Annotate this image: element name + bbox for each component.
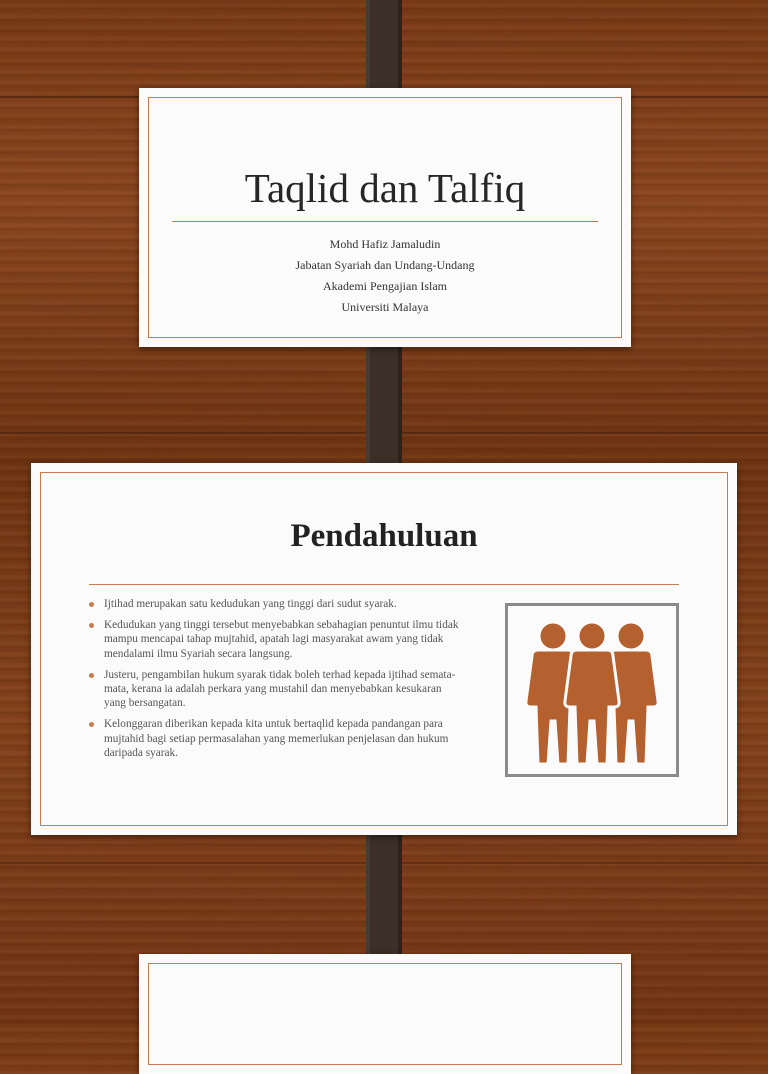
slide-border xyxy=(148,963,622,1065)
university-name: Universiti Malaya xyxy=(341,300,429,314)
slide-subtitle xyxy=(139,234,631,318)
group-of-people-icon xyxy=(508,606,676,774)
bullet-item: Justeru, pengambilan hukum syarak tidak boleh terhad kepada ijtihad semata-mata, kerana ia adalah perkara yang mustahil dan menyebabkan kesukaran yang bersangatan. xyxy=(89,668,459,711)
bullet-item: Kelonggaran diberikan kepada kita untuk bertaqlid kepada pandangan para mujtahid bagi setiap permasalahan yang memerlukan penjelasan dan hukum daripada syarak. xyxy=(89,717,459,760)
slide-title: Taqlid dan Talfiq xyxy=(244,165,526,211)
bullet-list xyxy=(89,597,459,767)
department-name: Jabatan Syariah dan Undang-Undang xyxy=(295,258,475,272)
slide-thumbnail-1[interactable] xyxy=(139,88,631,347)
academy-name: Akademi Pengajian Islam xyxy=(323,279,447,293)
author-name: Mohd Hafiz Jamaludin xyxy=(329,237,441,251)
slide-title: Pendahuluan xyxy=(290,518,478,554)
slide-strap xyxy=(366,330,402,480)
slide-thumbnail-3[interactable] xyxy=(139,954,631,1074)
slide-thumbnail-2[interactable] xyxy=(31,463,737,835)
bullet-item: Ijtihad merupakan satu kedudukan yang tinggi dari sudut syarak. xyxy=(89,597,459,611)
slide-strap xyxy=(366,818,402,968)
title-divider xyxy=(172,221,598,222)
icon-frame xyxy=(505,603,679,777)
bullet-item: Kedudukan yang tinggi tersebut menyebabkan sebahagian penuntut ilmu tidak mampu mencapai tahap mujtahid, apatah lagi masyarakat awam yang tidak mendalami ilmu Syariah secara langsung. xyxy=(89,618,459,661)
title-divider xyxy=(89,584,679,585)
